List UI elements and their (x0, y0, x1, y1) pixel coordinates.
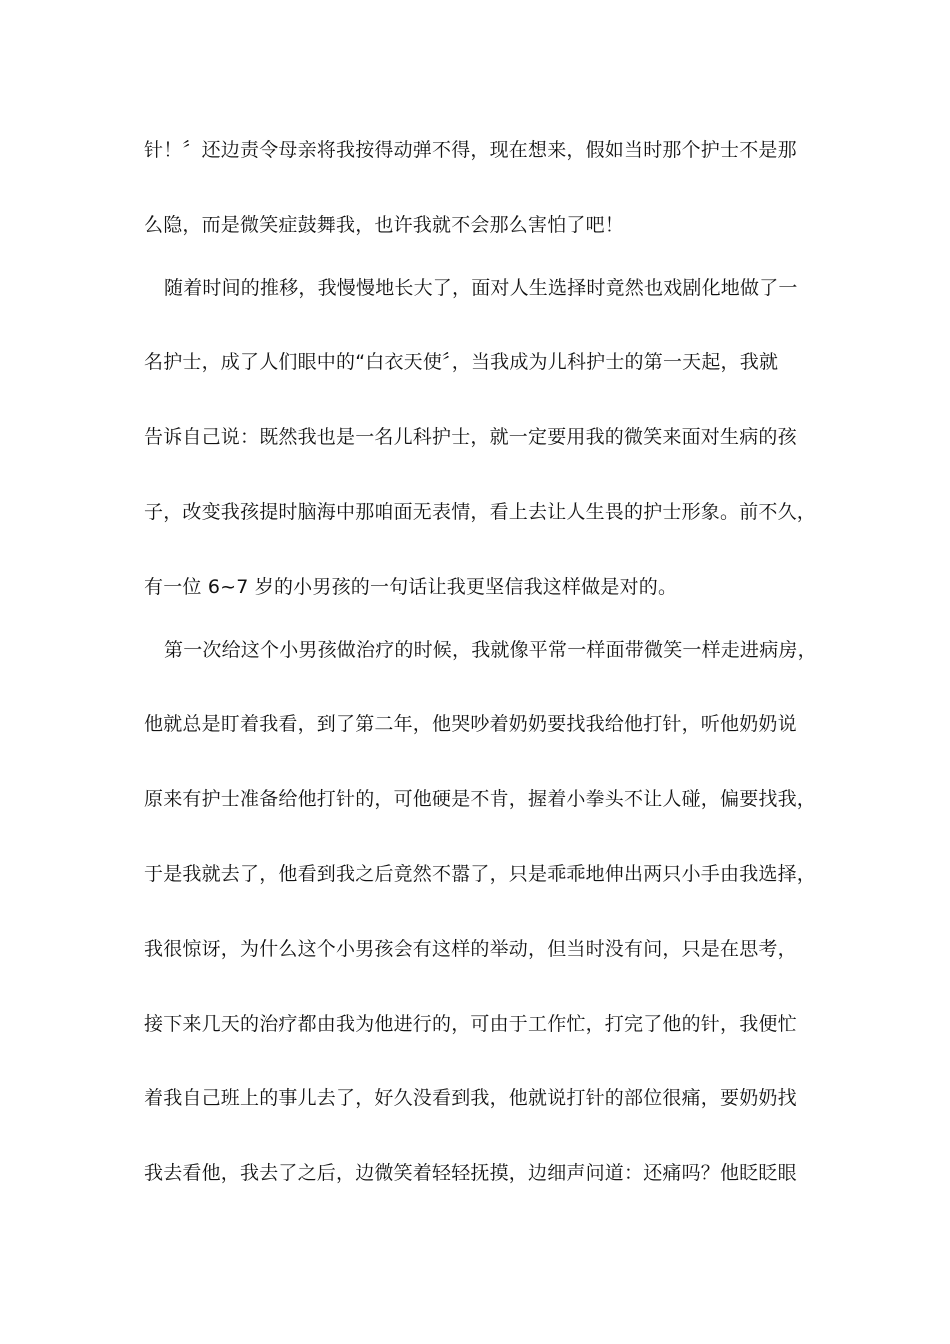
text-line-4: 名护士，成了人们眼中的“白衣天使〞，当我成为儿科护士的第一天起，我就 (144, 351, 779, 373)
text-line-3: 随着时间的推移，我慢慢地长大了，面对人生选择时竟然也戏剧化地做了一 (164, 277, 798, 299)
text-line-14: 着我自己班上的事儿去了，好久没看到我，他就说打针的部位很痛，要奶奶找 (144, 1087, 797, 1109)
text-line-9: 他就总是盯着我看，到了第二年，他哭吵着奶奶要找我给他打针，听他奶奶说 (144, 713, 797, 735)
text-line-2: 么隐，而是微笑症鼓舞我，也许我就不会那么害怕了吧！ (144, 214, 625, 236)
text-line-6: 子，改变我孩提时脑海中那咱面无表情，看上去让人生畏的护士形象。前不久， (144, 501, 817, 523)
text-line-1: 针！〞还边责令母亲将我按得动弹不得，现在想来，假如当时那个护士不是那 (144, 139, 797, 161)
text-line-5: 告诉自己说：既然我也是一名儿科护士，就一定要用我的微笑来面对生病的孩 (144, 426, 797, 448)
text-line-12: 我很惊讶，为什么这个小男孩会有这样的举动，但当时没有问，只是在思考， (144, 938, 797, 960)
text-line-8: 第一次给这个小男孩做治疗的时候，我就像平常一样面带微笑一样走进病房， (164, 639, 817, 661)
text-line-13: 接下来几天的治疗都由我为他进行的，可由于工作忙，打完了他的针，我便忙 (144, 1013, 797, 1035)
text-line-7: 有一位 6~7 岁的小男孩的一句话让我更坚信我这样做是对的。 (144, 576, 678, 598)
text-line-10: 原来有护士准备给他打针的，可他硬是不肯，握着小拳头不让人碰，偏要找我， (144, 788, 817, 810)
text-line-15: 我去看他，我去了之后，边微笑着轻轻抚摸，边细声问道：还痛吗？他眨眨眼 (144, 1162, 797, 1184)
text-line-11: 于是我就去了，他看到我之后竟然不嚣了，只是乖乖地伸出两只小手由我选择， (144, 863, 817, 885)
